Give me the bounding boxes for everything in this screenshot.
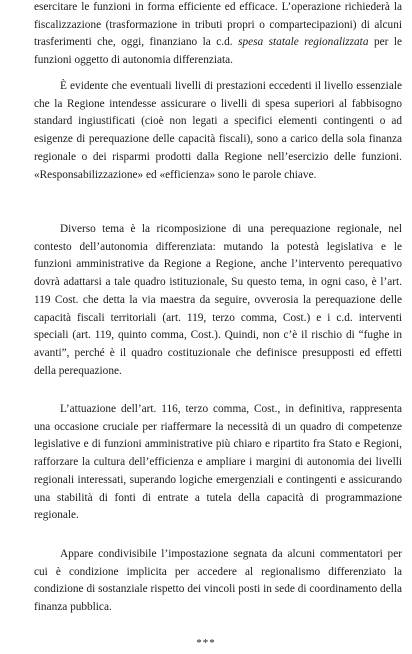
- section-separator: ***: [196, 637, 216, 649]
- paragraph-text: esercitare le funzioni in forma efficiente ed efficace. L’operazione richiederà la fiscalizzazione (trasformazione in tributi propri o compartecipazioni) di alcuni trasferimenti che, oggi, finanziano la c.d.: [34, 1, 402, 49]
- paragraph-continuation: [34, 0, 402, 70]
- paragraph-text: L’attuazione dell’art. 116, terzo comma, Cost., in definitiva, rappresenta una occasione cruciale per riaffermare la necessità di un quadro di competenze legislative e di funzioni amministrative più chiaro e ripartito fra Stato e Regioni, rafforzare la cultura dell’efficienza e ampliare i margini di autonomia dei livelli regionali interessati, superando logiche emergenziali e contingenti e assicurando una stabilità di fonti di entrate a tutela della capacità di programmazione regionale.: [34, 403, 402, 522]
- paragraph-art-116: [34, 401, 402, 525]
- paragraph-text: Appare condivisibile l’impostazione segnata da alcuni commentatori per cui è condizione implicita per accedere al regionalismo differenziato la condizione di sostanziale rispetto dei vincoli posti in sede di coordinamento della finanza pubblica.: [34, 548, 402, 614]
- paragraph-equalization: [34, 221, 402, 380]
- italic-term: spesa statale regionalizzata: [238, 36, 369, 49]
- paragraph-text: per le funzioni oggetto di autonomia differenziata.: [34, 36, 402, 67]
- paragraph-text: È evidente che eventuali livelli di prestazioni eccedenti il livello essenziale che la Regione intendesse assicurare o livelli di spesa superiori al fabbisogno standard ingiustificati (cioè non legati a specifici elementi contingenti o ad esigenze di perequazione delle capacità fiscali), sono a carico della sola finanza regionale o dei risparmi prodotti dalla Regione nell’esercizio delle funzioni. «Responsabilizzazione» ed «efficienza» sono le parole chiave.: [34, 80, 402, 181]
- paragraph-responsibility: [34, 78, 402, 184]
- paragraph-conclusion: [34, 546, 402, 617]
- paragraph-text: Diverso tema è la ricomposizione di una perequazione regionale, nel contesto dell’autonomia differenziata: mutando la potestà legislativa e le funzioni amministrative da Regione a Regione, anche l’intervento perequativo dovrà adattarsi a tale quadro istituzionale, Su questo tema, in ogni caso, è l’art. 119 Cost. che detta la via maestra da seguire, ovverosia la perequazione delle capacità fiscali territoriali (art. 119, terzo comma, Cost.) e i c.d. interventi speciali (art. 119, quinto comma, Cost.). Quindi, non c’è il rischio di “fughe in avanti”, perché è il quadro costituzionale che definisce presupposti ed effetti della perequazione.: [34, 223, 402, 377]
